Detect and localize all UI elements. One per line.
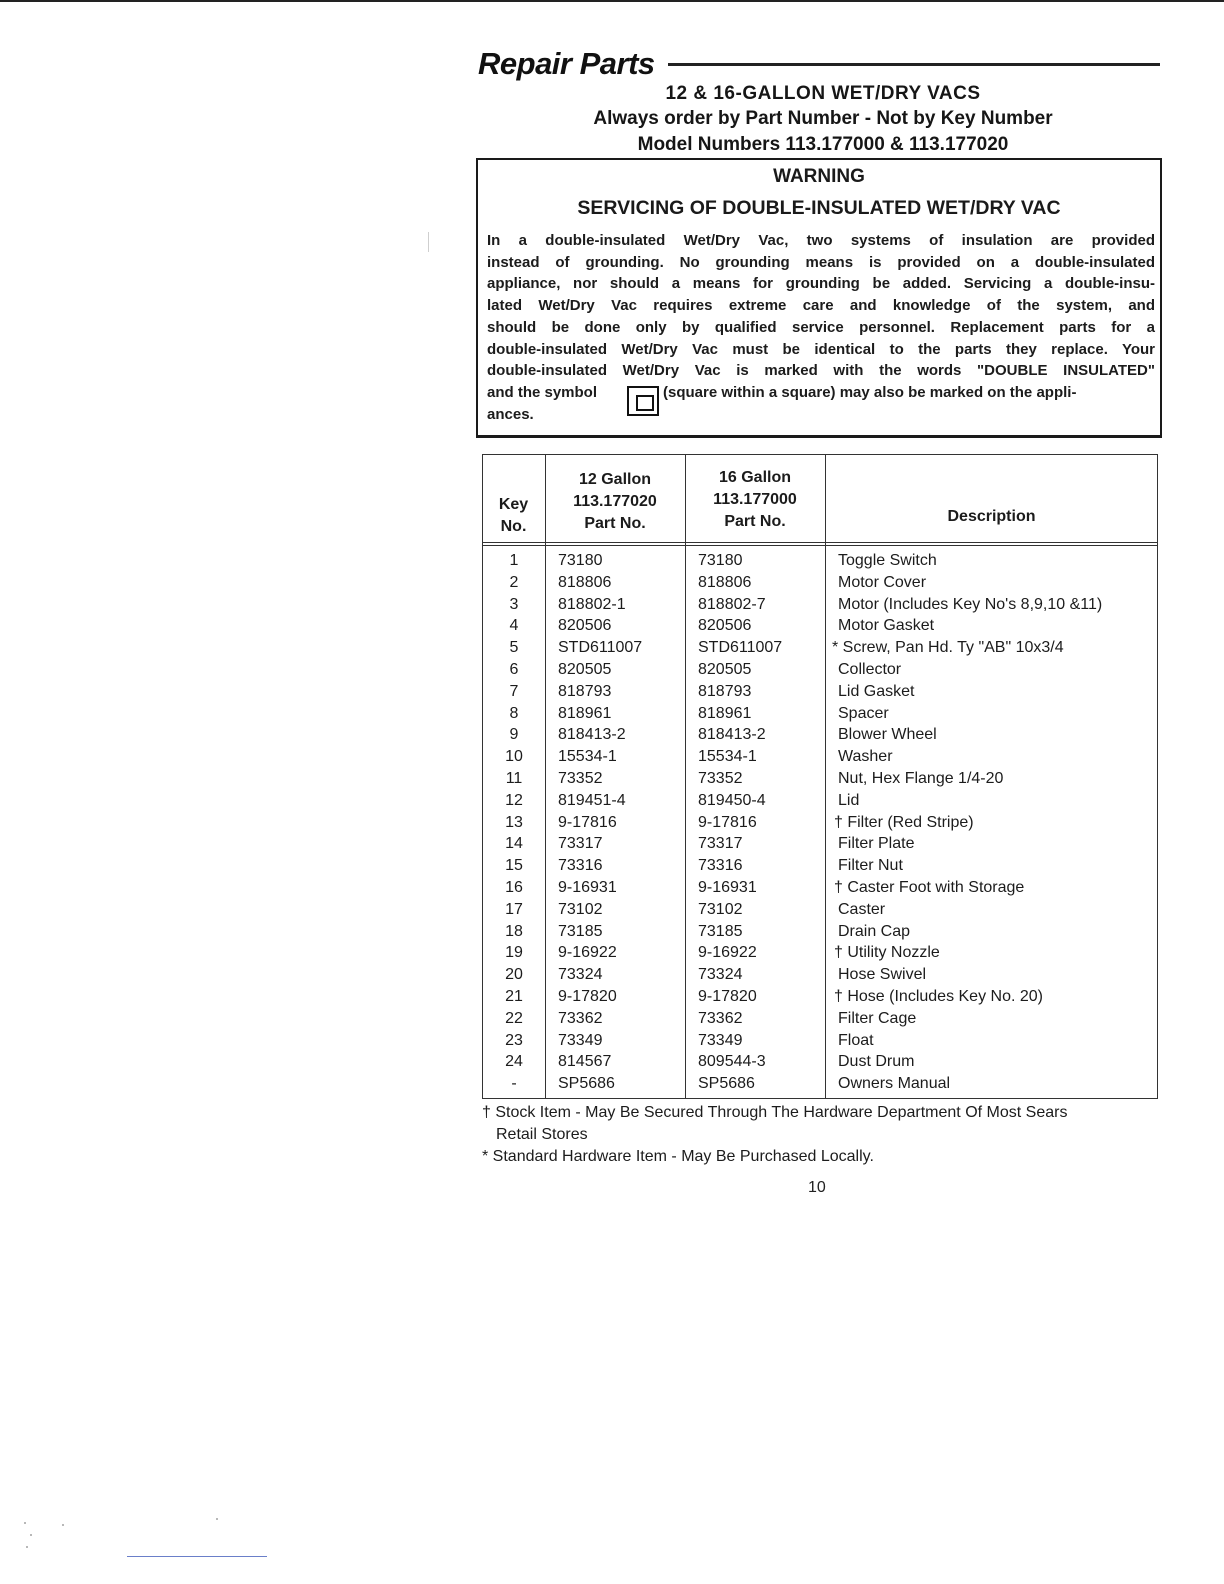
table-row (482, 1030, 1158, 1052)
table-row (482, 877, 1158, 899)
cell-description: † Caster Foot with Storage (834, 878, 1025, 896)
cell-part-12: 73316 (558, 857, 603, 875)
table-row (482, 964, 1158, 986)
table-row (482, 1008, 1158, 1030)
cell-part-16: 73317 (698, 835, 743, 853)
footnote-standard-hardware: * Standard Hardware Item - May Be Purchased Locally. (482, 1148, 874, 1165)
cell-key: 4 (509, 617, 519, 635)
header-12-gallon (545, 469, 685, 535)
cell-key: 5 (509, 639, 519, 657)
header-description (825, 506, 1158, 528)
cell-key: 19 (505, 944, 523, 962)
table-row (482, 768, 1158, 790)
table-row (482, 1073, 1158, 1095)
table-row (482, 724, 1158, 746)
table-row (482, 572, 1158, 594)
section-title: Repair Parts (478, 46, 655, 81)
cell-key: 2 (509, 573, 519, 591)
scan-speck (26, 1546, 28, 1548)
cell-part-16: 73316 (698, 857, 743, 875)
table-row (482, 833, 1158, 855)
cell-part-12: 818802-1 (558, 595, 626, 613)
table-row (482, 942, 1158, 964)
table-row (482, 1051, 1158, 1073)
cell-part-12: 73180 (558, 552, 603, 569)
cell-part-16: 818413-2 (698, 726, 766, 744)
table-row (482, 659, 1158, 681)
cell-part-12: STD611007 (558, 639, 643, 657)
cell-part-16: 820505 (698, 660, 752, 678)
cell-key: 24 (505, 1053, 523, 1071)
scan-speck (24, 1522, 26, 1524)
footnotes (482, 1102, 1162, 1168)
cell-description: † Filter (Red Stripe) (834, 813, 974, 831)
table-row (482, 594, 1158, 616)
warning-body (487, 230, 1155, 426)
cell-part-12: 9-17820 (558, 987, 617, 1005)
cell-part-16: 820506 (698, 617, 752, 635)
cell-part-12: 73362 (558, 1009, 603, 1027)
cell-part-12: 9-16922 (558, 944, 617, 962)
cell-description: Motor Gasket (838, 617, 935, 635)
header-key-line: No. (500, 518, 527, 535)
cell-part-12: 73185 (558, 922, 603, 940)
cell-part-12: 73352 (558, 769, 603, 787)
cell-key: 6 (509, 660, 519, 678)
cell-part-16: 73324 (698, 966, 743, 984)
table-row (482, 812, 1158, 834)
table-row (482, 746, 1158, 768)
cell-part-16: 9-16931 (698, 878, 757, 896)
cell-description: Toggle Switch (838, 552, 937, 569)
cell-part-16: 15534-1 (698, 748, 757, 766)
cell-part-16: 818806 (698, 573, 752, 591)
footnote-stock-item: † Stock Item - May Be Secured Through The Hardware Department Of Most Sears (482, 1104, 1068, 1121)
cell-key: 17 (505, 900, 523, 918)
cell-key: 13 (505, 813, 523, 831)
cell-part-16: 73180 (698, 552, 743, 569)
table-row (482, 637, 1158, 659)
header-16-gallon-line: 113.177000 (713, 491, 797, 508)
cell-description: Filter Nut (838, 857, 903, 875)
cell-key: 20 (505, 966, 523, 984)
warning-line: double-insulated Wet/Dry Vac is marked with the words "DOUBLE INSULATED" (487, 362, 1155, 380)
cell-description: Nut, Hex Flange 1/4-20 (838, 769, 1004, 787)
footnote-stock-item-continued: Retail Stores (496, 1126, 588, 1143)
cell-part-12: 9-16931 (558, 878, 617, 896)
double-insulated-symbol-icon (627, 386, 659, 416)
cell-description: Dust Drum (838, 1053, 915, 1071)
cell-part-12: 818793 (558, 682, 612, 700)
table-row (482, 550, 1158, 572)
table-body (482, 550, 1158, 1095)
cell-part-12: 818961 (558, 704, 612, 722)
cell-key: 7 (509, 682, 519, 700)
cell-part-16: 73352 (698, 769, 743, 787)
cell-description: Drain Cap (838, 922, 911, 940)
header-key (482, 494, 545, 538)
header-16-gallon-line: 16 Gallon (718, 469, 792, 486)
cell-part-16: 9-17816 (698, 813, 757, 831)
warning-line-last: ances. (487, 405, 534, 423)
cell-part-12: SP5686 (558, 1075, 615, 1093)
cell-description: † Utility Nozzle (834, 944, 940, 962)
cell-key: 12 (505, 791, 523, 809)
table-row (482, 703, 1158, 725)
scan-speck (30, 1534, 32, 1536)
cell-part-12: 820506 (558, 617, 612, 635)
warning-line: In a double-insulated Wet/Dry Vac, two systems of insulation are provided (487, 232, 1155, 249)
cell-key: 8 (509, 704, 519, 722)
cell-description: Filter Plate (838, 835, 915, 853)
warning-title: WARNING (773, 166, 865, 187)
header-12-gallon-line: 12 Gallon (578, 471, 652, 488)
cell-description: * Screw, Pan Hd. Ty "AB" 10x3/4 (832, 639, 1064, 657)
warning-line: double-insulated Wet/Dry Vac must be identical to the parts they replace. Your (487, 340, 1155, 358)
table-row (482, 899, 1158, 921)
cell-key: 1 (509, 552, 519, 569)
cell-key: 18 (505, 922, 523, 940)
product-heading: 12 & 16-GALLON WET/DRY VACS (665, 83, 981, 104)
scan-artifact-link-rule (127, 1556, 267, 1557)
warning-symbol-before: and the symbol (487, 383, 598, 401)
cell-description: Motor (Includes Key No's 8,9,10 &11) (838, 595, 1103, 613)
cell-part-16: 818961 (698, 704, 752, 722)
cell-part-12: 814567 (558, 1053, 612, 1071)
cell-description: Collector (838, 660, 902, 678)
warning-line: should be done only by qualified service personnel. Replacement parts for a (487, 318, 1155, 336)
cell-part-12: 818806 (558, 573, 612, 591)
warning-box (476, 158, 1162, 438)
cell-key: 21 (505, 987, 523, 1005)
page-top-rule (0, 0, 1224, 2)
cell-part-12: 73317 (558, 835, 603, 853)
table-row (482, 921, 1158, 943)
cell-description: Float (838, 1031, 874, 1049)
table-row (482, 790, 1158, 812)
cell-description: Washer (838, 748, 893, 766)
warning-symbol-line (487, 382, 1155, 404)
cell-key: 11 (505, 769, 523, 787)
cell-description: Spacer (838, 704, 889, 722)
cell-description: Filter Cage (838, 1009, 917, 1027)
header-key-line: Key (498, 496, 529, 513)
cell-part-16: 9-17820 (698, 987, 757, 1005)
cell-key: 22 (505, 1009, 523, 1027)
cell-description: Lid (838, 791, 860, 809)
page-number: 10 (808, 1179, 826, 1196)
cell-part-12: 818413-2 (558, 726, 626, 744)
cell-part-12: 819451-4 (558, 791, 626, 809)
table-row (482, 681, 1158, 703)
cell-part-16: 819450-4 (698, 791, 766, 809)
cell-part-16: SP5686 (698, 1075, 755, 1093)
model-numbers: Model Numbers 113.177000 & 113.177020 (637, 134, 1009, 155)
header-12-gallon-line: 113.177020 (573, 493, 657, 510)
cell-part-16: 809544-3 (698, 1053, 766, 1071)
cell-part-16: 73185 (698, 922, 743, 940)
parts-table (482, 454, 1158, 1099)
cell-key: - (511, 1075, 517, 1093)
warning-subtitle: SERVICING OF DOUBLE-INSULATED WET/DRY VAC (577, 197, 1061, 219)
warning-line: instead of grounding. No grounding means is provided on a double-insulated (487, 253, 1155, 271)
cell-description: † Hose (Includes Key No. 20) (834, 987, 1043, 1005)
warning-line: lated Wet/Dry Vac requires extreme care and knowledge of the system, and (487, 297, 1155, 315)
cell-key: 23 (505, 1031, 523, 1049)
scan-artifact-rule (428, 232, 429, 252)
header-16-gallon-line: Part No. (724, 513, 786, 530)
cell-description: Owners Manual (838, 1075, 951, 1093)
table-header-divider (482, 545, 1158, 546)
cell-part-16: STD611007 (698, 639, 783, 657)
cell-key: 3 (509, 595, 519, 613)
cell-description: Caster (838, 900, 886, 918)
cell-part-16: 73362 (698, 1009, 743, 1027)
order-instruction: Always order by Part Number - Not by Key Number (593, 108, 1053, 129)
table-row (482, 986, 1158, 1008)
cell-key: 9 (509, 726, 519, 744)
header-16-gallon (685, 467, 825, 533)
scan-speck (62, 1524, 64, 1526)
cell-key: 16 (505, 878, 523, 896)
cell-description: Motor Cover (838, 573, 927, 591)
cell-part-16: 73102 (698, 900, 743, 918)
table-row (482, 615, 1158, 637)
cell-part-12: 820505 (558, 660, 612, 678)
warning-line: appliance, nor should a means for grounding be added. Servicing a double-insu- (487, 275, 1155, 293)
header-12-gallon-line: Part No. (584, 515, 646, 532)
cell-description: Hose Swivel (838, 966, 927, 984)
table-header-divider (482, 542, 1158, 543)
table-row (482, 855, 1158, 877)
cell-part-12: 73349 (558, 1031, 603, 1049)
cell-part-12: 73324 (558, 966, 603, 984)
cell-part-12: 73102 (558, 900, 603, 918)
cell-part-16: 818802-7 (698, 595, 766, 613)
cell-part-16: 9-16922 (698, 944, 757, 962)
cell-key: 15 (505, 857, 523, 875)
cell-part-16: 73349 (698, 1031, 743, 1049)
header-description-line: Description (947, 508, 1036, 525)
cell-part-16: 818793 (698, 682, 752, 700)
scan-speck (216, 1518, 218, 1520)
cell-part-12: 9-17816 (558, 813, 617, 831)
cell-part-12: 15534-1 (558, 748, 617, 766)
warning-symbol-after: (square within a square) may also be marked on the appli- (663, 383, 1077, 401)
section-title-rule (668, 63, 1160, 66)
cell-key: 10 (505, 748, 523, 766)
cell-key: 14 (505, 835, 523, 853)
cell-description: Blower Wheel (838, 726, 937, 744)
cell-description: Lid Gasket (838, 682, 915, 700)
